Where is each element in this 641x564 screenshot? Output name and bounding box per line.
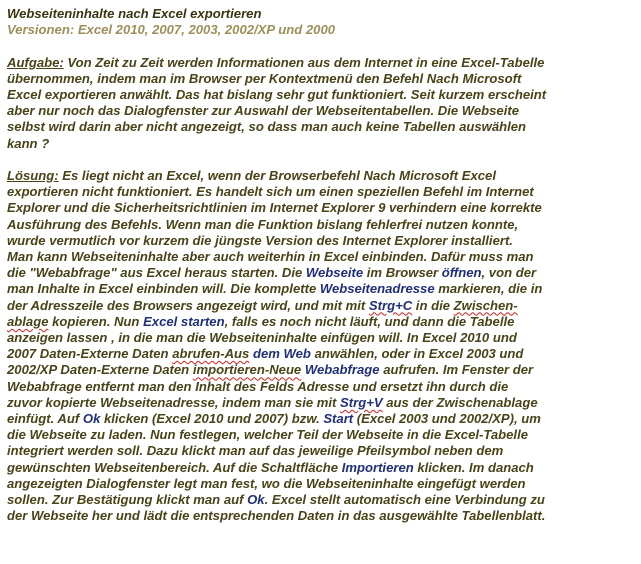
text-run: Explorer und die Sicherheitsrichtlinien im Internet Explorer 9 verhindern eine korrekte: [7, 200, 542, 216]
section-label: Lösung:: [7, 168, 59, 183]
text-run: markieren, die in: [434, 281, 543, 297]
version-subtitle: Versionen: Excel 2010, 2007, 2003, 2002/XP und 2000: [7, 22, 336, 38]
text-run: übernommen, indem man im Browser per Kontextmenü den Befehl Nach Microsoft: [7, 70, 522, 86]
text-line: [7, 265, 635, 281]
text-line: [7, 395, 635, 411]
text-line: [7, 298, 635, 314]
keyword-text: Webseite: [305, 265, 364, 281]
text-run: die "Webabfrage" aus Excel heraus starten. Die: [7, 265, 306, 281]
text-run: sollen. Zur Bestätigung klickt man auf: [7, 492, 248, 508]
text-run: exportieren nicht funktioniert. Es handelt sich um einen speziellen Befehl im Internet: [7, 184, 534, 200]
text-run: in die: [412, 297, 454, 313]
keyword-text: Ok: [247, 492, 265, 508]
keyword-text: Start: [323, 411, 354, 427]
text-run: 2002/XP Daten-Externe Daten: [7, 362, 193, 378]
text-line: [7, 443, 635, 459]
keyword-text: Strg+C: [368, 297, 413, 313]
text-run: . Excel stellt automatisch eine Verbindung zu: [264, 492, 545, 508]
text-line: [7, 200, 635, 216]
text-run: aufrufen. Im Fenster der: [379, 362, 534, 378]
text-line: [7, 476, 635, 492]
misspelled-word: ablage: [7, 313, 49, 329]
text-run: klicken (Excel 2010 und 2007) bzw.: [100, 411, 324, 427]
misspelled-word: importieren-Neue: [192, 362, 302, 378]
paragraph-aufgabe: [7, 55, 635, 152]
document: [7, 6, 635, 524]
text-run: man Inhalte in Excel einbinden will. Die komplette: [7, 281, 320, 297]
document-body: [7, 55, 635, 525]
text-line: [7, 184, 635, 200]
text-line: [7, 508, 635, 524]
text-line: [7, 87, 635, 103]
text-run: Man kann Webseiteninhalte aber auch weiterhin in Excel einbinden. Dafür muss man: [7, 249, 534, 265]
text-line: [7, 362, 635, 378]
keyword-text: Webseitenadresse: [319, 281, 435, 297]
text-run: klicken. Im danach: [413, 459, 534, 475]
text-line: [7, 168, 635, 184]
keyword-text: öffnen: [441, 265, 482, 281]
text-run: anwählen, oder in Excel 2003 und: [310, 346, 524, 362]
text-run: aus der Zwischenablage: [382, 394, 538, 410]
page-title: Webseiteninhalte nach Excel exportieren: [7, 6, 262, 21]
text-line: [7, 217, 635, 233]
keyword-text: Webabfrage: [304, 362, 380, 378]
text-run: angezeigten Dialogfenster legt man fest, wo die Webseiteninhalte eingefügt werden: [7, 475, 526, 491]
text-line: [7, 233, 635, 249]
text-run: zuvor kopierte Webseitenadresse, indem man sie mit: [7, 394, 341, 410]
text-run: 2007 Daten-Externe Daten: [7, 346, 173, 362]
text-run: einfügt. Auf: [7, 411, 83, 427]
keyword-text: Importieren: [341, 459, 414, 475]
text-run: Es liegt nicht an Excel, wenn der Browserbefehl Nach Microsoft Excel: [58, 168, 496, 183]
text-line: [7, 460, 635, 476]
text-line: [7, 281, 635, 297]
text-run: gewünschten Webseitenbereich. Auf die Schaltfläche: [7, 459, 342, 475]
misspelled-word: abrufen-Aus: [172, 346, 250, 362]
text-run: der Adresszeile des Browsers angezeigt wird, und mit mit: [7, 297, 369, 313]
text-run: Webabfrage entfernt man den Inhalt des Felds Adresse und ersetzt ihn durch die: [7, 378, 509, 394]
text-run: wurde vermutlich vor kurzem die jüngste Version des Internet Explorer installiert.: [7, 232, 513, 248]
text-run: aber nur noch das Dialogfenster zur Auswahl der Webseitentabellen. Die Webseite: [7, 103, 519, 119]
text-line: [7, 330, 635, 346]
text-line: [7, 346, 635, 362]
text-run: selbst wird darin aber nicht angezeigt, so dass man auch keine Tabellen auswählen: [7, 119, 527, 135]
misspelled-word: Zwischen-: [453, 297, 518, 313]
keyword-text: dem Web: [252, 346, 311, 362]
text-run: Excel exportieren anwählt. Das hat bislang sehr gut funktioniert. Seit kurzem erscheint: [7, 87, 547, 102]
text-run: der Webseite her und lädt die entsprechenden Daten in das ausgewählte Tabellenblatt.: [7, 508, 546, 524]
text-run: im Browser: [363, 265, 442, 281]
text-line: [7, 314, 635, 330]
paragraph-loesung: [7, 168, 635, 524]
text-line: [7, 427, 635, 443]
text-run: integriert werden soll. Dazu klickt man auf das jeweilige Pfeilsymbol neben dem: [7, 443, 504, 459]
text-run: Ausführung des Befehls. Wenn man die Funktion bislang fehlerfrei nutzen konnte,: [7, 216, 519, 232]
text-run: kann ?: [7, 135, 50, 151]
text-line: [7, 119, 635, 135]
text-line: [7, 136, 635, 152]
text-run: die Webseite zu laden. Nun festlegen, welcher Teil der Webseite in die Excel-Tabelle: [7, 427, 528, 443]
section-label: Aufgabe:: [7, 54, 64, 70]
keyword-text: Strg+V: [340, 394, 383, 410]
text-run: anzeigen lassen , in die man die Webseiteninhalte einfügen will. In Excel 2010 und: [7, 330, 517, 346]
text-line: [7, 411, 635, 427]
text-run: (Excel 2003 und 2002/XP), um: [353, 411, 541, 427]
keyword-text: Excel starten: [143, 313, 225, 329]
text-line: [7, 71, 635, 87]
keyword-text: Ok: [82, 411, 101, 427]
text-line: [7, 103, 635, 119]
text-run: , falls es noch nicht läuft, und dann die Tabelle: [224, 313, 515, 329]
text-line: [7, 249, 635, 265]
text-line: [7, 492, 635, 508]
text-line: [7, 379, 635, 395]
text-run: Von Zeit zu Zeit werden Informationen aus dem Internet in eine Excel-Tabelle: [63, 54, 545, 70]
text-run: kopieren. Nun: [48, 313, 144, 329]
text-run: , von der: [481, 265, 537, 281]
text-line: [7, 55, 635, 71]
